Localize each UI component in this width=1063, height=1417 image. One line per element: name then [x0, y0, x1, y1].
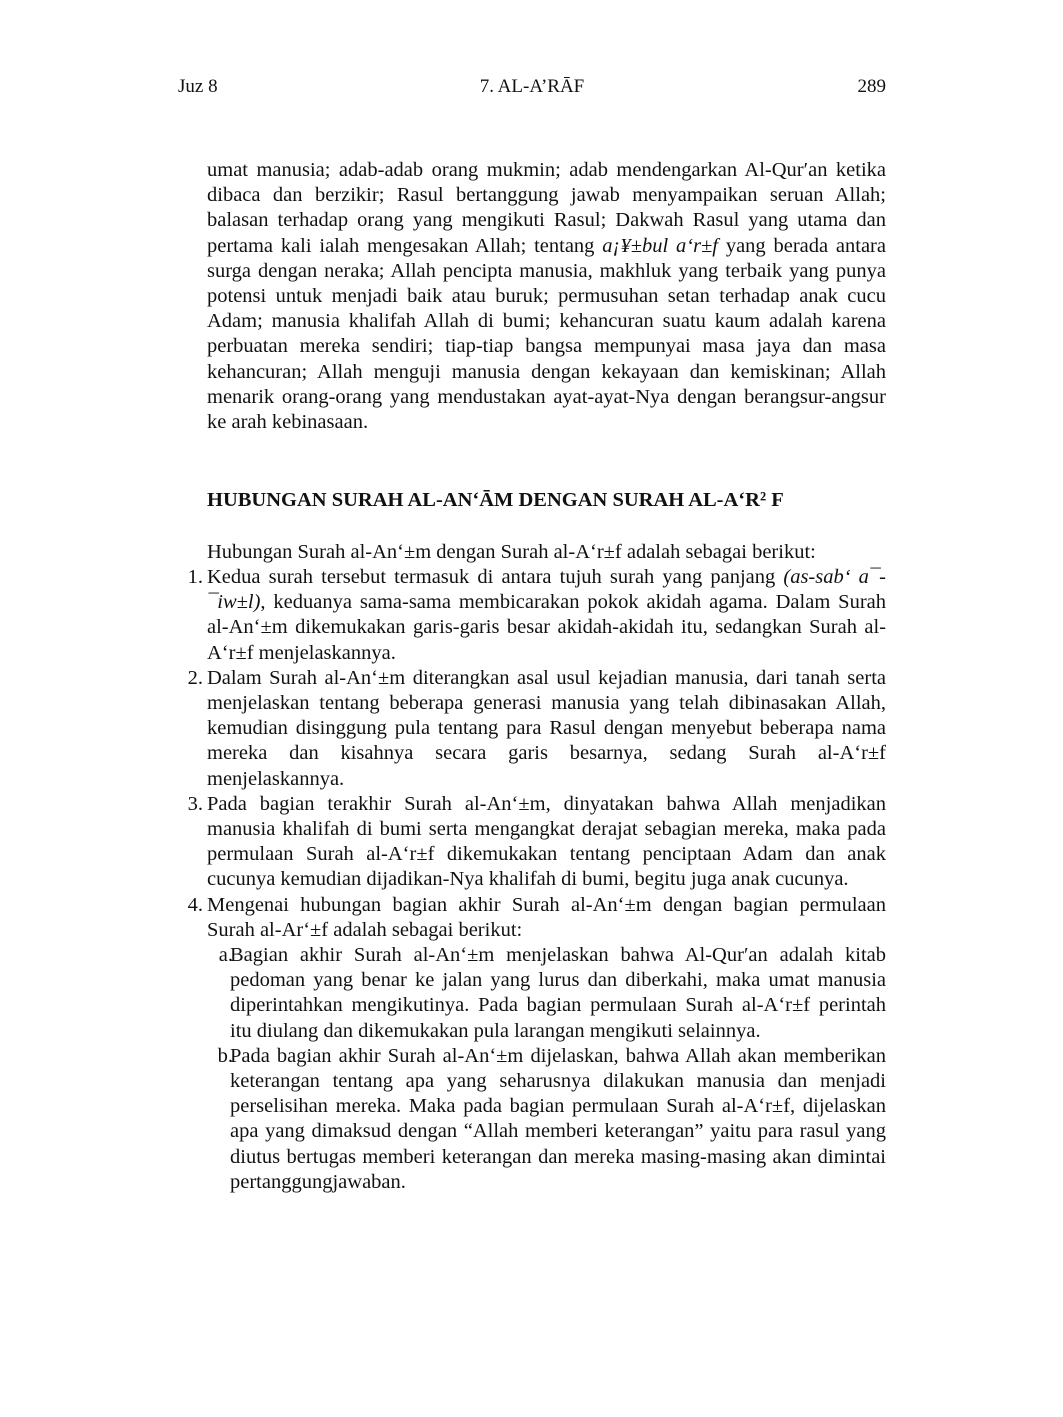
list-item — [187, 565, 886, 666]
page-header — [178, 76, 886, 102]
surah-title: 7. AL-A’RĀF — [479, 76, 585, 97]
list-item-text: Kedua surah tersebut termasuk di antara tujuh surah yang panjang — [207, 566, 784, 588]
sub-list-item — [207, 943, 886, 1044]
list-item-italic: (as-sab‘ a¯-¯iw±l) — [207, 566, 886, 614]
list-item-text-after: , keduanya sama-sama membicarakan pokok akidah agama. Dalam Surah al-An‘±m dikemukakan garis-garis besar akidah-akidah itu, sedangkan Surah al-A‘r±f menjelaskannya. — [207, 591, 886, 664]
intro-paragraph-italic-term: a¡¥±bul a‘r±f — [602, 234, 718, 257]
sub-list-item-text: Bagian akhir Surah al-An‘±m menjelaskan bahwa Al-Qur′an adalah kitab pedoman yang benar ke jalan yang lurus dan diberkahi, maka umat manusia diperintahkan mengikutinya. Pada bagian permulaan Surah al-A‘r±f perintah itu diulang dan dikemukakan pula larangan mengikuti selainnya. — [230, 944, 886, 1042]
list-item-text: Pada bagian terakhir Surah al-An‘±m, dinyatakan bahwa Allah menjadikan manusia khalifah di bumi serta mengangkat derajat sebagian mereka, maka pada permulaan Surah al-A‘r±f dikemukakan tentang penciptaan Adam dan anak cucunya kemudian dijadikan-Nya khalifah di bumi, begitu juga anak cucunya. — [207, 792, 886, 891]
sub-list-marker: b. — [217, 1044, 233, 1067]
list-item-text: Dalam Surah al-An‘±m diterangkan asal usul kejadian manusia, dari tanah serta menjelaskan tentang beberapa generasi manusia yang telah dibinasakan Allah, kemudian disinggung pula tentang para Rasul dengan menyebut beberapa nama mereka dan kisahnya secara garis besarnya, sedang Surah al-A‘r±f menjelaskannya. — [207, 666, 886, 790]
sub-list-item — [207, 1044, 886, 1195]
list-marker: 3. — [187, 792, 203, 815]
list-item — [187, 666, 886, 792]
intro-paragraph-part1: umat manusia; adab-adab orang mukmin; adab mendengarkan Al-Qur′an ketika dibaca dan berzikir; Rasul bertanggung jawab menyampaikan seruan Allah; balasan terhadap orang yang mengikuti Rasul; Dakwah Rasul yang utama dan pertama kali ialah mengesakan Allah; tentang — [207, 159, 886, 257]
intro-paragraph-part2: yang berada antara surga dengan neraka; Allah pencipta manusia, makhluk yang terbaik yang punya potensi untuk menjadi baik atau buruk; permusuhan setan terhadap anak cucu Adam; manusia khalifah Allah di bumi; kehancuran suatu kaum adalah karena perbuatan mereka sendiri; tiap-tiap bangsa mempunyai masa jaya dan masa kehancuran; Allah menguji manusia dengan kekayaan dan kemiskinan; Allah menarik orang-orang yang mendustakan ayat-ayat-Nya dengan berangsur-angsur ke arah kebinasaan. — [207, 234, 886, 434]
page-number: 289 — [857, 76, 886, 97]
list-item — [187, 893, 886, 1195]
sub-list-marker: a. — [218, 944, 233, 967]
relation-list — [187, 565, 886, 1195]
list-item — [187, 792, 886, 893]
list-marker: 1. — [187, 566, 203, 588]
list-marker: 2. — [187, 666, 203, 689]
juz-label: Juz 8 — [178, 76, 218, 97]
list-marker: 4. — [187, 893, 203, 916]
section-heading: HUBUNGAN SURAH AL-AN‘ĀM DENGAN SURAH AL-A‘R² F — [207, 489, 784, 511]
intro-paragraph — [207, 158, 886, 435]
list-item-text: Mengenai hubungan bagian akhir Surah al-An‘±m dengan bagian permulaan Surah al-Ar‘±f adalah sebagai berikut: — [207, 893, 886, 941]
sub-list-item-text: Pada bagian akhir Surah al-An‘±m dijelaskan, bahwa Allah akan memberikan keterangan tentang apa yang seharusnya dilakukan manusia dan menjadi perselisihan mereka. Maka pada bagian permulaan Surah al-A‘r±f, dijelaskan apa yang dimaksud dengan “Allah memberi keterangan” yaitu para rasul yang diutus bertugas memberi keterangan dan mereka masing-masing akan dimintai pertanggungjawaban. — [230, 1044, 886, 1193]
sub-list — [207, 943, 886, 1195]
section-intro: Hubungan Surah al-An‘±m dengan Surah al-A‘r±f adalah sebagai berikut: — [207, 541, 816, 563]
